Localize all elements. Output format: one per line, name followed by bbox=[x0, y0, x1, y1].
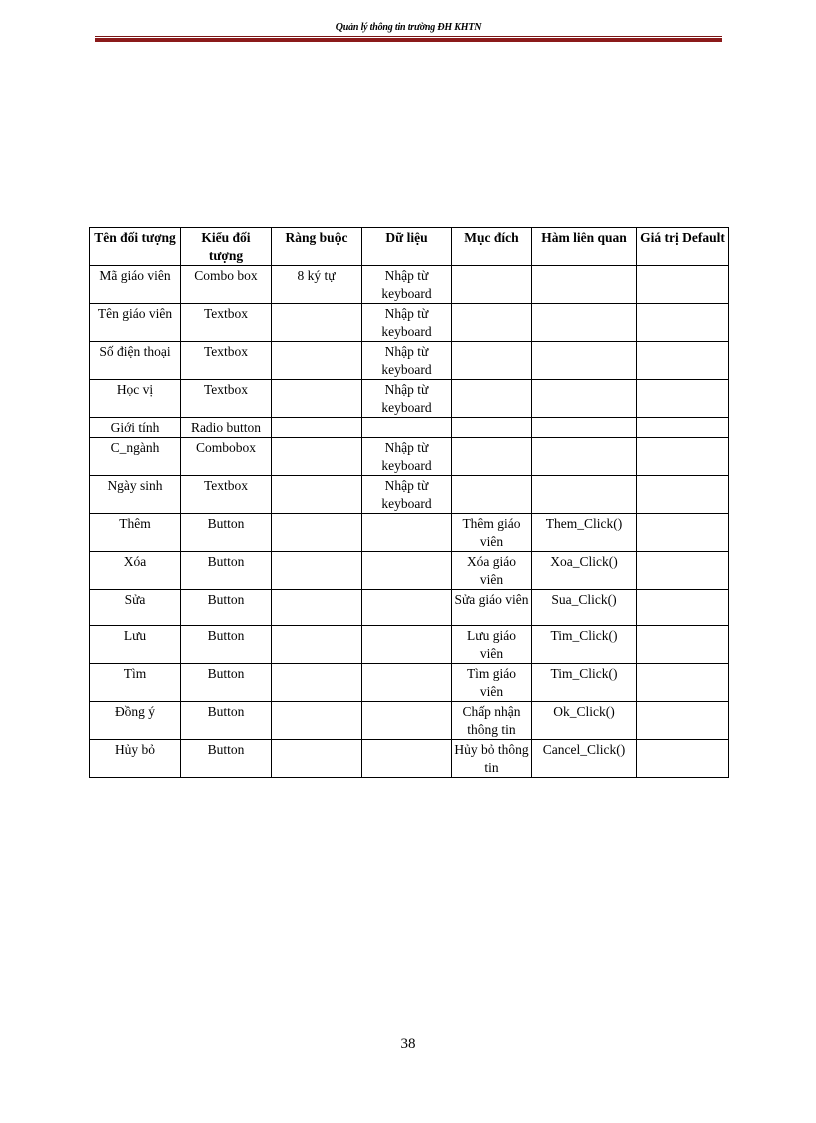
table-cell bbox=[272, 418, 362, 438]
table-cell bbox=[452, 304, 532, 342]
table-cell bbox=[272, 342, 362, 380]
table-cell bbox=[272, 476, 362, 514]
table-cell bbox=[272, 438, 362, 476]
table-cell bbox=[272, 514, 362, 552]
table-cell: Mã giáo viên bbox=[90, 266, 181, 304]
table-cell bbox=[272, 590, 362, 626]
column-header: Ràng buộc bbox=[272, 228, 362, 266]
table-cell: Giới tính bbox=[90, 418, 181, 438]
table-cell bbox=[637, 342, 729, 380]
table-row bbox=[90, 514, 729, 552]
table-cell: Tim_Click() bbox=[532, 626, 637, 664]
table-row bbox=[90, 590, 729, 626]
table-cell bbox=[532, 380, 637, 418]
table-cell bbox=[532, 304, 637, 342]
table-cell bbox=[452, 476, 532, 514]
table-row bbox=[90, 664, 729, 702]
table-cell: Button bbox=[181, 590, 272, 626]
table-header-row bbox=[90, 228, 729, 266]
table-cell: Button bbox=[181, 552, 272, 590]
table-cell bbox=[532, 438, 637, 476]
table-cell: C_ngành bbox=[90, 438, 181, 476]
table-cell: Lưu bbox=[90, 626, 181, 664]
table-cell: Chấp nhận thông tin bbox=[452, 702, 532, 740]
table-cell bbox=[452, 418, 532, 438]
table-cell: Tìm giáo viên bbox=[452, 664, 532, 702]
column-header: Dữ liệu bbox=[362, 228, 452, 266]
table-cell: Sua_Click() bbox=[532, 590, 637, 626]
table-cell bbox=[637, 380, 729, 418]
table-cell bbox=[637, 702, 729, 740]
table-row bbox=[90, 438, 729, 476]
table-cell bbox=[637, 266, 729, 304]
table-cell: Combo box bbox=[181, 266, 272, 304]
table-cell: Button bbox=[181, 740, 272, 778]
table-cell bbox=[452, 266, 532, 304]
table-cell bbox=[532, 476, 637, 514]
table-cell bbox=[637, 590, 729, 626]
table-cell: Radio button bbox=[181, 418, 272, 438]
table-cell: Combobox bbox=[181, 438, 272, 476]
table-cell: Xóa giáo viên bbox=[452, 552, 532, 590]
table-cell bbox=[637, 418, 729, 438]
table-cell bbox=[637, 740, 729, 778]
table-cell bbox=[452, 438, 532, 476]
table-cell: Ngày sinh bbox=[90, 476, 181, 514]
table-row bbox=[90, 380, 729, 418]
table-row bbox=[90, 740, 729, 778]
table-cell: 8 ký tự bbox=[272, 266, 362, 304]
table-row bbox=[90, 266, 729, 304]
table-cell bbox=[532, 418, 637, 438]
table-cell: Textbox bbox=[181, 380, 272, 418]
table-cell: Hủy bỏ thông tin bbox=[452, 740, 532, 778]
table-cell bbox=[532, 266, 637, 304]
table-cell: Sửa giáo viên bbox=[452, 590, 532, 626]
table-cell bbox=[637, 552, 729, 590]
table-cell bbox=[362, 418, 452, 438]
table-cell bbox=[532, 342, 637, 380]
table-cell: Tim_Click() bbox=[532, 664, 637, 702]
table-cell bbox=[272, 552, 362, 590]
table-cell: Nhập từ keyboard bbox=[362, 438, 452, 476]
table-cell bbox=[362, 514, 452, 552]
table-cell bbox=[637, 514, 729, 552]
table-cell bbox=[362, 740, 452, 778]
header-rule-thin bbox=[95, 36, 722, 37]
object-spec-table bbox=[89, 227, 729, 778]
table-cell bbox=[362, 552, 452, 590]
table-row bbox=[90, 702, 729, 740]
table-cell: Textbox bbox=[181, 304, 272, 342]
page-header-title: Quản lý thông tin trường ĐH KHTN bbox=[335, 22, 482, 33]
table-cell: Button bbox=[181, 664, 272, 702]
table-cell: Textbox bbox=[181, 342, 272, 380]
column-header: Tên đối tượng bbox=[90, 228, 181, 266]
table-cell bbox=[452, 380, 532, 418]
table-cell: Them_Click() bbox=[532, 514, 637, 552]
table-cell: Lưu giáo viên bbox=[452, 626, 532, 664]
table-row bbox=[90, 342, 729, 380]
table-cell bbox=[272, 664, 362, 702]
table-cell: Nhập từ keyboard bbox=[362, 304, 452, 342]
table-cell bbox=[452, 342, 532, 380]
table-cell bbox=[272, 626, 362, 664]
table-cell: Tên giáo viên bbox=[90, 304, 181, 342]
column-header: Kiểu đối tượng bbox=[181, 228, 272, 266]
table-cell bbox=[362, 664, 452, 702]
table-cell bbox=[637, 626, 729, 664]
column-header: Hàm liên quan bbox=[532, 228, 637, 266]
table-cell bbox=[637, 304, 729, 342]
table-row bbox=[90, 304, 729, 342]
table-cell: Hủy bỏ bbox=[90, 740, 181, 778]
table-cell bbox=[637, 664, 729, 702]
table-cell: Thêm bbox=[90, 514, 181, 552]
table-cell: Tìm bbox=[90, 664, 181, 702]
table-cell bbox=[272, 380, 362, 418]
table-cell: Sửa bbox=[90, 590, 181, 626]
table-cell: Xoa_Click() bbox=[532, 552, 637, 590]
table-cell: Nhập từ keyboard bbox=[362, 476, 452, 514]
table-row bbox=[90, 626, 729, 664]
table-cell: Số điện thoại bbox=[90, 342, 181, 380]
column-header: Giá trị Default bbox=[637, 228, 729, 266]
table-row bbox=[90, 552, 729, 590]
table-cell: Button bbox=[181, 702, 272, 740]
table-cell: Button bbox=[181, 514, 272, 552]
table-cell: Textbox bbox=[181, 476, 272, 514]
table-row bbox=[90, 418, 729, 438]
column-header: Mục đích bbox=[452, 228, 532, 266]
table-cell: Nhập từ keyboard bbox=[362, 380, 452, 418]
table-row bbox=[90, 476, 729, 514]
header-rule-thick bbox=[95, 38, 722, 42]
table-cell: Học vị bbox=[90, 380, 181, 418]
table-cell: Cancel_Click() bbox=[532, 740, 637, 778]
table-cell: Button bbox=[181, 626, 272, 664]
table-cell: Thêm giáo viên bbox=[452, 514, 532, 552]
table-cell bbox=[637, 438, 729, 476]
table-cell: Nhập từ keyboard bbox=[362, 342, 452, 380]
table-cell bbox=[362, 590, 452, 626]
table-cell bbox=[272, 740, 362, 778]
table-cell bbox=[362, 626, 452, 664]
table-cell bbox=[362, 702, 452, 740]
page-number: 38 bbox=[400, 1036, 416, 1052]
table-cell: Ok_Click() bbox=[532, 702, 637, 740]
table-cell: Xóa bbox=[90, 552, 181, 590]
table-cell: Nhập từ keyboard bbox=[362, 266, 452, 304]
table-cell bbox=[272, 702, 362, 740]
table-cell bbox=[272, 304, 362, 342]
table-cell: Đồng ý bbox=[90, 702, 181, 740]
table-cell bbox=[637, 476, 729, 514]
